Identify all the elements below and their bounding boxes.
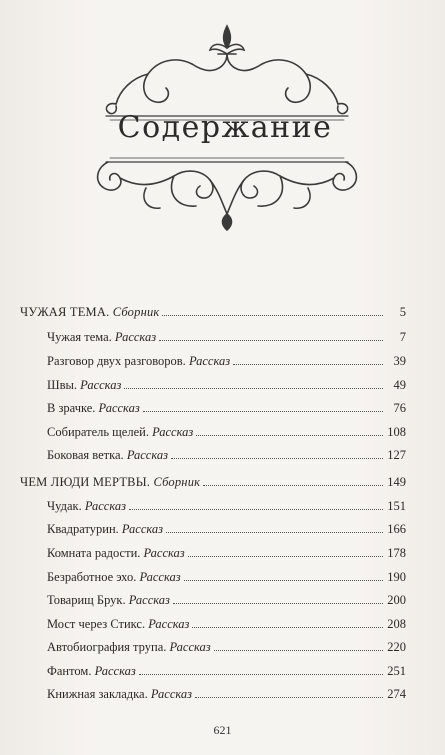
page-number: 108 xyxy=(387,425,406,439)
page-number: 200 xyxy=(387,593,406,607)
toc-entry-row xyxy=(47,639,406,655)
leader-dots xyxy=(196,435,383,436)
entry-genre: Рассказ xyxy=(121,522,164,536)
entry-title: Товарищ Брук. xyxy=(47,593,126,607)
leader-dots xyxy=(171,458,383,459)
page-number: 49 xyxy=(393,378,406,392)
entry-title: Разговор двух разговоров. xyxy=(47,354,186,368)
leader-dots xyxy=(162,315,383,316)
entry-genre: Рассказ xyxy=(126,448,168,462)
toc-entry-row xyxy=(47,400,406,416)
entry-genre: Рассказ xyxy=(152,425,194,439)
entry-title: Автобиография трупа. xyxy=(47,640,167,654)
leader-dots xyxy=(192,627,383,628)
folio-page-number: 621 xyxy=(213,723,232,737)
page-number: 208 xyxy=(387,617,406,631)
entry-title: Боковая ветка. xyxy=(47,448,124,462)
entry-title: ЧУЖАЯ ТЕМА. xyxy=(20,305,110,319)
page-number: 149 xyxy=(387,475,406,489)
toc-section-row xyxy=(20,304,406,320)
toc-entry-row xyxy=(47,545,406,561)
leader-dots xyxy=(124,388,383,389)
entry-title: Собиратель щелей. xyxy=(47,425,149,439)
entry-title: Комната радости. xyxy=(47,546,141,560)
page-number: 7 xyxy=(399,330,406,344)
entry-title: Квадратурин. xyxy=(47,522,119,536)
page-number: 166 xyxy=(387,522,406,536)
leader-dots xyxy=(159,340,383,341)
leader-dots xyxy=(195,697,383,698)
entry-genre: Рассказ xyxy=(169,640,211,654)
toc-section-row xyxy=(20,474,406,490)
toc-entry-row xyxy=(47,686,406,702)
leader-dots xyxy=(233,364,383,365)
entry-title: Мост через Стикс. xyxy=(47,617,146,631)
entry-title: Книжная закладка. xyxy=(47,687,148,701)
leader-dots xyxy=(129,509,383,510)
entry-genre: Рассказ xyxy=(128,593,170,607)
toc-entry-row xyxy=(47,569,406,585)
entry-genre: Сборник xyxy=(153,475,201,489)
page-number: 220 xyxy=(387,640,406,654)
entry-genre: Рассказ xyxy=(80,378,122,392)
toc-entry-row xyxy=(47,498,406,514)
leader-dots xyxy=(139,674,383,675)
entry-genre: Рассказ xyxy=(114,330,157,344)
page-number: 251 xyxy=(387,664,406,678)
toc-entry-row xyxy=(47,521,406,537)
page-number: 190 xyxy=(387,570,406,584)
leader-dots xyxy=(203,485,383,486)
entry-genre: Рассказ xyxy=(139,570,181,584)
entry-title: В зрачке. xyxy=(47,401,96,415)
entry-genre: Рассказ xyxy=(143,546,185,560)
page-number: 127 xyxy=(387,448,406,462)
leader-dots xyxy=(143,411,383,412)
entry-genre: Рассказ xyxy=(188,354,231,368)
entry-title: Чужая тема. xyxy=(47,330,112,344)
page-number: 39 xyxy=(393,354,406,368)
page-title: Содержание xyxy=(117,110,333,145)
entry-title: Безработное эхо. xyxy=(47,570,137,584)
toc-entry-row xyxy=(47,592,406,608)
entry-genre: Рассказ xyxy=(98,401,140,415)
page-number: 151 xyxy=(387,499,406,513)
toc-entry-row xyxy=(47,663,406,679)
entry-title: Швы. xyxy=(47,378,78,392)
entry-title: Фантом. xyxy=(47,664,92,678)
leader-dots xyxy=(188,556,383,557)
entry-title: Чудак. xyxy=(47,499,82,513)
leader-dots xyxy=(184,580,383,581)
toc-entry-row xyxy=(47,616,406,632)
toc-entry-row xyxy=(47,377,406,393)
entry-genre: Рассказ xyxy=(150,687,193,701)
entry-genre: Сборник xyxy=(112,305,160,319)
toc-entry-row xyxy=(47,447,406,463)
leader-dots xyxy=(214,650,383,651)
entry-genre: Рассказ xyxy=(94,664,136,678)
page-number: 274 xyxy=(387,687,406,701)
toc-entry-row xyxy=(47,329,406,345)
page-number: 5 xyxy=(399,305,406,319)
page-number: 76 xyxy=(393,401,406,415)
toc-entry-row xyxy=(47,424,406,440)
page-number: 178 xyxy=(387,546,406,560)
leader-dots xyxy=(166,532,383,533)
entry-genre: Рассказ xyxy=(84,499,126,513)
entry-genre: Рассказ xyxy=(148,617,190,631)
leader-dots xyxy=(173,603,383,604)
entry-title: ЧЕМ ЛЮДИ МЕРТВЫ. xyxy=(20,475,151,489)
toc-entry-row xyxy=(47,353,406,369)
